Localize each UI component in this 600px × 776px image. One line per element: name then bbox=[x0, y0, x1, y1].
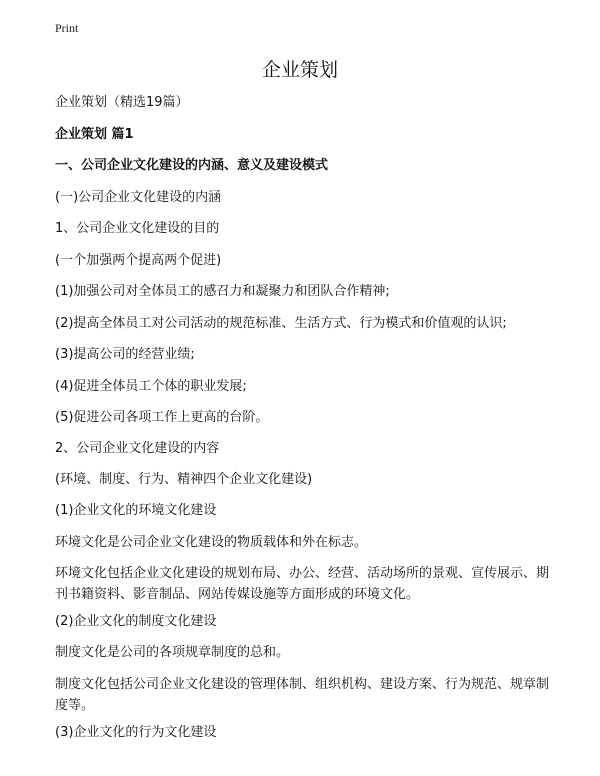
purpose-summary: (一个加强两个提高两个促进) bbox=[55, 253, 222, 268]
institution-culture-definition: 制度文化是公司的各项规章制度的总和。 bbox=[55, 645, 290, 660]
purpose-item-1: (1)加强公司对全体员工的感召力和凝聚力和团队合作精神; bbox=[55, 284, 390, 299]
subheading-connotation: (一)公司企业文化建设的内涵 bbox=[55, 190, 222, 205]
behavior-culture-heading: (3)企业文化的行为文化建设 bbox=[55, 725, 217, 740]
content-summary: (环境、制度、行为、精神四个企业文化建设) bbox=[55, 472, 313, 487]
document-title: 企业策划 bbox=[261, 59, 338, 81]
environment-culture-scope: 环境文化包括企业文化建设的规划布局、办公、经营、活动场所的景观、宣传展示、期刊书籍资料、影音制品、网站传媒设施等方面形成的环境文化。 bbox=[55, 566, 550, 602]
subheading-content: 2、公司企业文化建设的内容 bbox=[55, 441, 220, 456]
environment-culture-heading: (1)企业文化的环境文化建设 bbox=[55, 503, 217, 518]
print-link[interactable]: Print bbox=[55, 21, 79, 35]
document-subtitle: 企业策划（精选19篇） bbox=[55, 95, 189, 110]
institution-culture-heading: (2)企业文化的制度文化建设 bbox=[55, 614, 217, 629]
subheading-purpose: 1、公司企业文化建设的目的 bbox=[55, 221, 220, 236]
purpose-item-5: (5)促进公司各项工作上更高的台阶。 bbox=[55, 410, 269, 425]
purpose-item-4: (4)促进全体员工个体的职业发展; bbox=[55, 379, 247, 394]
purpose-item-3: (3)提高公司的经营业绩; bbox=[55, 347, 195, 362]
heading-part-one: 一、公司企业文化建设的内涵、意义及建设模式 bbox=[55, 158, 329, 173]
section-heading: 企业策划 篇1 bbox=[55, 127, 134, 142]
purpose-item-2: (2)提高全体员工对公司活动的规范标准、生活方式、行为模式和价值观的认识; bbox=[55, 316, 507, 331]
environment-culture-definition: 环境文化是公司企业文化建设的物质载体和外在标志。 bbox=[55, 535, 368, 550]
institution-culture-scope: 制度文化包括公司企业文化建设的管理体制、组织机构、建设方案、行为规范、规章制度等。 bbox=[55, 677, 550, 713]
